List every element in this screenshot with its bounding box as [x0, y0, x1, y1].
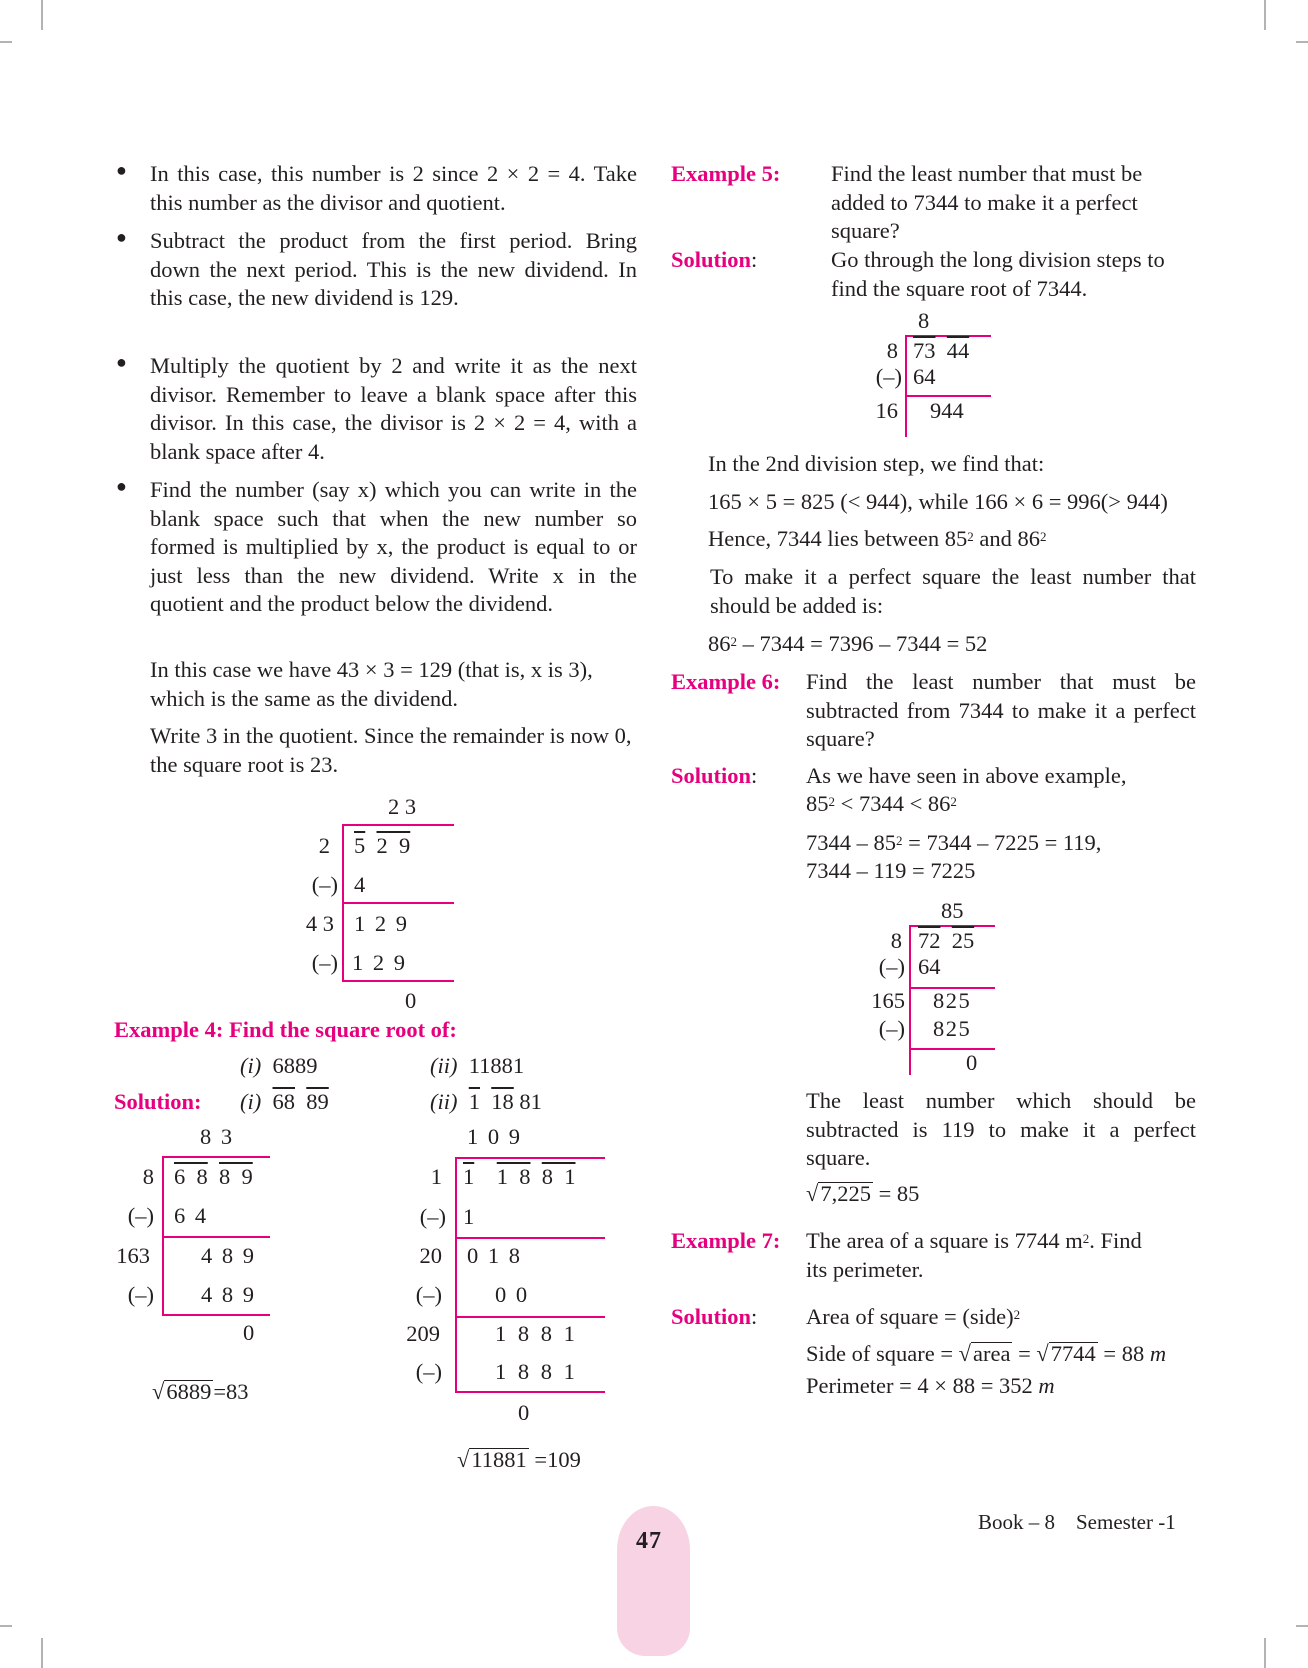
bullet-text: Multiply the quotient by 2 and write it as the next divisor. Remember to leave a blank space after this divisor. In this case, the divisor is 2 × 2 = 4, with a blank space after 4.	[150, 353, 637, 464]
divisor: (–)	[311, 872, 338, 897]
dividend: 1 2 9	[354, 911, 407, 936]
step-intro: In the 2nd division step, we find that:	[708, 451, 1045, 476]
crop-mark	[41, 1638, 43, 1668]
remainder: 0	[243, 1320, 255, 1345]
product: 0 0	[495, 1282, 528, 1307]
example-4-part-i-grouped: (i) 68 89	[240, 1089, 329, 1114]
division-bar	[455, 1237, 605, 1239]
dividend: 1 1 8 8 1	[463, 1164, 576, 1189]
divisor: (–)	[311, 950, 338, 975]
product: 64	[913, 364, 936, 389]
remainder: 0	[966, 1050, 978, 1075]
product: 825	[933, 1016, 972, 1041]
bullet-icon: ●	[116, 160, 127, 180]
divisor: (–)	[875, 364, 902, 389]
dividend: 5 2 9	[354, 833, 411, 858]
product: 6 4	[174, 1203, 207, 1228]
bullet-icon: ●	[116, 227, 127, 247]
crop-mark	[41, 0, 43, 30]
quotient: 2 3	[388, 794, 417, 819]
divisor: 8	[890, 928, 902, 953]
divisor: 16	[875, 398, 898, 423]
bullet-icon: ●	[116, 476, 127, 496]
example-7-question-line2: its perimeter.	[806, 1257, 924, 1282]
bullet-text: Subtract the product from the first period. Bring down the next period. This is the new dividend. In this case, the new dividend is 129.	[150, 228, 637, 310]
dividend: 6 8 8 9	[174, 1164, 253, 1189]
product: 4	[354, 872, 366, 897]
dividend: 0 1 8	[467, 1243, 520, 1268]
example-5-label: Example 5:	[671, 161, 781, 186]
division-bar	[342, 902, 454, 904]
between-statement: Hence, 7344 lies between $85^2$ and $86^2$	[708, 526, 1047, 551]
division-bar	[909, 925, 995, 927]
explanation-paragraph: In this case we have 43 × 3 = 129 (that is, x is 3), which is the same as the dividend.	[150, 657, 593, 711]
divisor: 163	[116, 1243, 150, 1268]
example-7-line2: Side of square = √area = √7744 = 88 m	[806, 1341, 1167, 1366]
division-bar	[905, 395, 991, 397]
solution-label: Solution:	[671, 763, 758, 788]
example-6-conclusion: The least number which should be subtracted is 119 to make it a perfect square.	[806, 1088, 1196, 1170]
divisor: 165	[871, 988, 905, 1013]
divisor: (–)	[415, 1359, 442, 1384]
example-5-question: Find the least number that must be added to 7344 to make it a perfect square?	[831, 161, 1143, 243]
divisor: (–)	[127, 1282, 154, 1307]
crop-mark	[1264, 1638, 1266, 1668]
example-7-question-line1: The area of a square is 7744 $m^2$. Find	[806, 1228, 1142, 1253]
step-calculation: 165 × 5 = 825 (< 944), while 166 × 6 = 996(> 944)	[708, 489, 1168, 514]
division-bar	[909, 925, 911, 1075]
crop-mark	[1264, 0, 1266, 30]
dividend: 4 8 9	[201, 1243, 254, 1268]
divisor: 8	[142, 1164, 154, 1189]
bullet-text: Find the number (say x) which you can write in the blank space such that when the new number so formed is multiplied by x, the product is equal to or just less than the new dividend. Write x in the quotient and the product below the dividend.	[150, 477, 637, 616]
remainder: 0	[405, 988, 417, 1013]
conclusion: To make it a perfect square the least number that should be added is:	[710, 564, 1196, 618]
divisor: 2	[318, 833, 330, 858]
crop-mark	[1296, 1625, 1308, 1627]
page-number: 47	[636, 1528, 662, 1554]
example-5-solution-text: Go through the long division steps to find the square root of 7344.	[831, 247, 1165, 301]
division-bar	[905, 335, 907, 437]
remainder: 0	[518, 1400, 530, 1425]
division-bar	[455, 1316, 605, 1318]
divisor: (–)	[878, 954, 905, 979]
divisor: 20	[419, 1243, 442, 1268]
divisor: 4 3	[305, 911, 334, 936]
calculation-1: $7344 - 85^2 = 7344 - 7225 = 119$,	[806, 830, 1102, 855]
result-11881: √11881 =109	[457, 1447, 581, 1472]
division-bar	[909, 1048, 995, 1050]
division-bar	[162, 1156, 270, 1158]
divisor: 209	[406, 1321, 440, 1346]
product: 64	[918, 954, 941, 979]
calculation-2: 7344 – 119 = 7225	[806, 858, 976, 883]
dividend: 825	[933, 988, 972, 1013]
solution-label: Solution:	[671, 1304, 758, 1329]
example-6-solution-text: As we have seen in above example,	[806, 763, 1127, 788]
bullet-text: In this case, this number is 2 since 2 × 2 = 4. Take this number as the divisor and quotient.	[150, 161, 637, 215]
example-6-result: √7,225 = 85	[806, 1181, 920, 1206]
divisor: (–)	[419, 1204, 446, 1229]
example-4-part-i: (i) 6889	[240, 1053, 318, 1078]
dividend: 1 8 8 1	[495, 1321, 575, 1346]
crop-mark	[0, 41, 12, 43]
division-bar	[342, 980, 454, 982]
solution-label: Solution:	[114, 1089, 202, 1114]
book-info: Book – 8 Semester -1	[978, 1510, 1176, 1534]
divisor: (–)	[415, 1282, 442, 1307]
division-bar	[905, 335, 991, 337]
product: 1	[463, 1204, 475, 1229]
explanation-paragraph: Write 3 in the quotient. Since the remainder is now 0, the square root is 23.	[150, 723, 632, 777]
division-bar	[455, 1157, 457, 1393]
dividend: 944	[930, 398, 964, 423]
quotient: 8 3	[200, 1124, 233, 1149]
division-bar	[455, 1157, 605, 1159]
inequality: $85^2 < 7344 < 86^2$	[806, 791, 957, 816]
product: 1 2 9	[352, 950, 405, 975]
answer: $86^2 - 7344 = 7396 - 7344 = 52$	[708, 631, 988, 656]
division-bar	[342, 824, 454, 826]
example-7-label: Example 7:	[671, 1228, 781, 1253]
division-bar	[455, 1391, 605, 1393]
example-7-line3: Perimeter = 4 × 88 = 352 m	[806, 1373, 1055, 1398]
division-bar	[162, 1314, 270, 1316]
example-6-question: Find the least number that must be subtracted from 7344 to make it a perfect square?	[806, 669, 1196, 751]
divisor: (–)	[878, 1016, 905, 1041]
product: 4 8 9	[201, 1282, 254, 1307]
example-4-part-ii-grouped: (ii) 1 18 81	[430, 1089, 542, 1114]
divisor: 8	[886, 338, 898, 363]
dividend: 73 44	[913, 338, 970, 363]
quotient: 85	[941, 898, 964, 923]
example-4-heading: Example 4: Find the square root of:	[114, 1017, 457, 1042]
solution-label: Solution:	[671, 247, 758, 272]
example-7-line1: Area of square = (side)$^2$	[806, 1304, 1021, 1329]
result-6889: √6889=83	[152, 1379, 249, 1404]
product: 1 8 8 1	[495, 1359, 575, 1384]
quotient: 8	[918, 308, 930, 333]
crop-mark	[1296, 41, 1308, 43]
bullet-icon: ●	[116, 352, 127, 372]
example-4-part-ii: (ii) 11881	[430, 1053, 525, 1078]
quotient: 1 0 9	[467, 1124, 520, 1149]
crop-mark	[0, 1625, 12, 1627]
divisor: (–)	[127, 1203, 154, 1228]
division-bar	[162, 1236, 270, 1238]
example-6-label: Example 6:	[671, 669, 781, 694]
divisor: 1	[430, 1164, 442, 1189]
dividend: 72 25	[918, 928, 975, 953]
